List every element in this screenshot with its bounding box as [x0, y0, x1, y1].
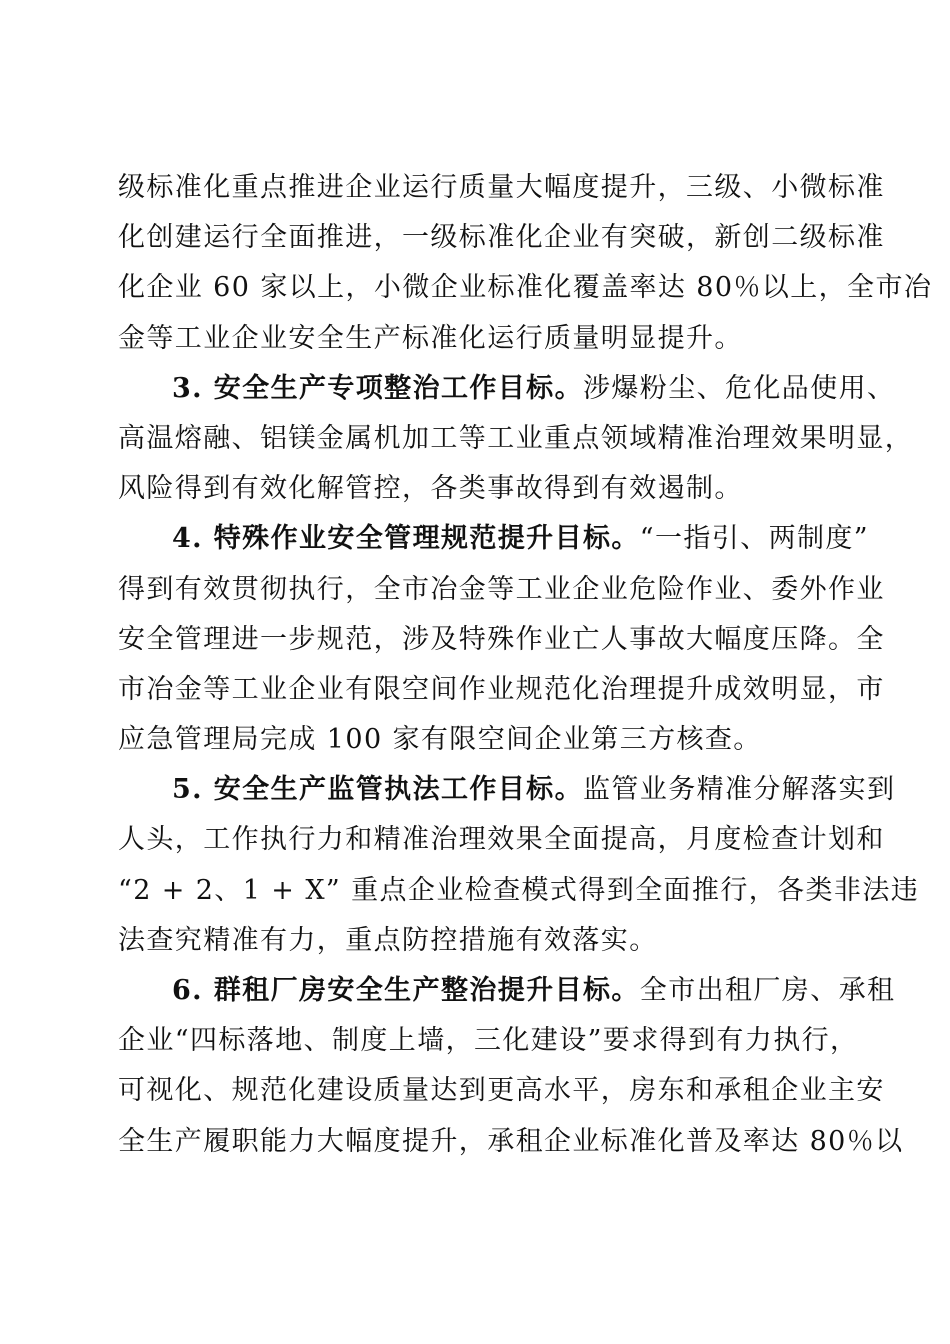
- paragraph-line: 化创建运行全面推进，一级标准化企业有突破，新创二级标准: [118, 222, 885, 254]
- section-heading: 6. 群租厂房安全生产整治提升目标。: [172, 975, 640, 1006]
- paragraph-text: 全市出租厂房、承租: [639, 975, 896, 1006]
- paragraph-line: 可视化、规范化建设质量达到更高水平，房东和承租企业主安: [118, 1075, 885, 1107]
- section-heading-line: [118, 514, 870, 564]
- paragraph-text: 涉爆粉尘、危化品使用、: [583, 372, 896, 404]
- paragraph-line: 企业“四标落地、制度上墙，三化建设”要求得到有力执行，: [118, 1025, 859, 1057]
- body-text: [118, 163, 933, 1167]
- paragraph-line: 市冶金等工业企业有限空间作业规范化治理提升成效明显，市: [118, 673, 885, 705]
- paragraph-line: 级标准化重点推进企业运行质量大幅度提升，三级、小微标准: [118, 172, 885, 203]
- section-heading-line: [118, 364, 896, 414]
- paragraph-line: 化企业 60 家以上，小微企业标准化覆盖率达 80％以上，全市冶: [118, 272, 933, 304]
- paragraph-line: 得到有效贯彻执行，全市冶金等工业企业危险作业、委外作业: [118, 573, 885, 605]
- paragraph-line: “2 + 2、1 + X” 重点企业检查模式得到全面推行，各类非法违: [118, 874, 920, 906]
- paragraph-line: 风险得到有效化解管控，各类事故得到有效遏制。: [118, 473, 743, 505]
- paragraph-line: 高温熔融、铝镁金属机加工等工业重点领域精准治理效果明显，: [118, 422, 914, 454]
- paragraph-line: 安全管理进一步规范，涉及特殊作业亡人事故大幅度压降。全: [118, 623, 885, 655]
- paragraph-line: 应急管理局完成 100 家有限空间企业第三方核查。: [118, 724, 762, 756]
- section-heading-line: [118, 966, 896, 1016]
- section-heading: 5. 安全生产监管执法工作目标。: [172, 774, 583, 806]
- paragraph-line: 法查究精准有力，重点防控措施有效落实。: [118, 924, 658, 956]
- section-heading: 4. 特殊作业安全管理规范提升目标。: [172, 523, 640, 555]
- paragraph-text: 监管业务精准分解落实到: [583, 774, 896, 806]
- section-heading-line: [118, 765, 896, 815]
- section-heading: 3. 安全生产专项整治工作目标。: [172, 372, 583, 404]
- paragraph-text: “一指引、两制度”: [639, 523, 870, 555]
- paragraph-line: 金等工业企业安全生产标准化运行质量明显提升。: [118, 322, 743, 354]
- paragraph-line: 人头，工作执行力和精准治理效果全面提高，月度检查计划和: [118, 824, 885, 856]
- paragraph-line: 全生产履职能力大幅度提升，承租企业标准化普及率达 80％以: [118, 1125, 904, 1157]
